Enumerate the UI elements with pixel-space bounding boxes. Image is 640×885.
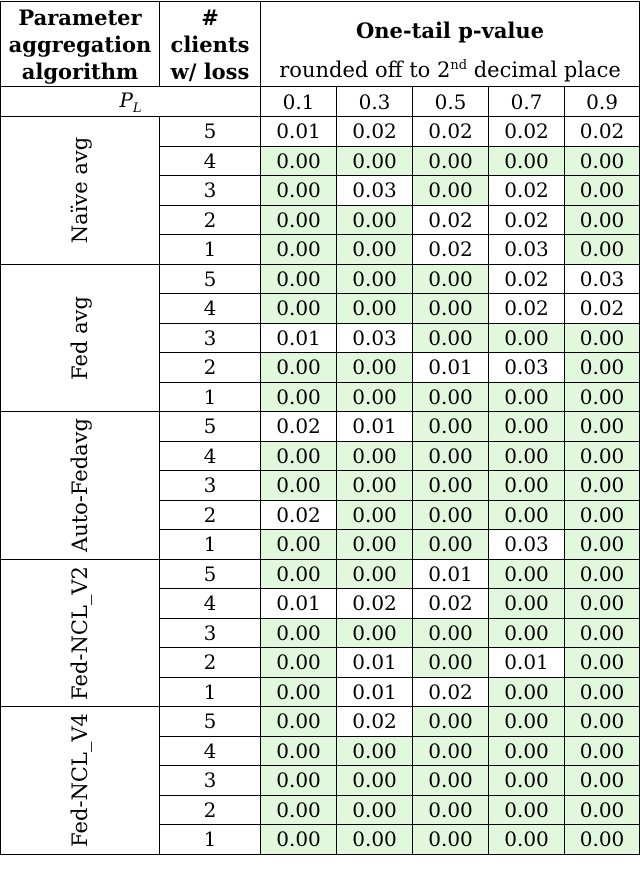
p-value-cell: 0.03 xyxy=(337,323,413,353)
p-value-cell: 0.00 xyxy=(261,559,337,589)
p-value-cell: 0.00 xyxy=(413,795,489,825)
p-value-cell: 0.00 xyxy=(565,205,640,235)
p-value-table xyxy=(0,1,640,855)
table-row xyxy=(1,412,640,442)
p-value-cell: 0.00 xyxy=(489,795,565,825)
pl-value: 0.1 xyxy=(261,87,337,117)
clients-cell: 3 xyxy=(160,176,261,206)
p-value-cell: 0.02 xyxy=(261,412,337,442)
p-value-cell: 0.00 xyxy=(337,795,413,825)
subtitle-post: decimal place xyxy=(467,58,621,82)
clients-cell: 1 xyxy=(160,825,261,855)
p-value-cell: 0.00 xyxy=(337,205,413,235)
p-value-cell: 0.00 xyxy=(413,736,489,766)
p-value-cell: 0.00 xyxy=(337,736,413,766)
p-value-cell: 0.00 xyxy=(413,412,489,442)
algorithm-column-header xyxy=(1,2,160,87)
p-value-cell: 0.00 xyxy=(489,500,565,530)
p-value-cell: 0.00 xyxy=(261,530,337,560)
p-value-cell: 0.00 xyxy=(489,766,565,796)
p-value-cell: 0.00 xyxy=(565,795,640,825)
p-value-cell: 0.00 xyxy=(489,707,565,737)
p-value-cell: 0.01 xyxy=(261,117,337,147)
algorithm-name-cell xyxy=(1,559,160,707)
p-value-cell: 0.00 xyxy=(261,825,337,855)
p-value-cell: 0.03 xyxy=(489,353,565,383)
p-value-cell: 0.00 xyxy=(565,441,640,471)
clients-cell: 5 xyxy=(160,559,261,589)
table-row xyxy=(1,117,640,147)
clients-cell: 1 xyxy=(160,530,261,560)
p-value-cell: 0.02 xyxy=(489,117,565,147)
clients-cell: 1 xyxy=(160,382,261,412)
p-value-cell: 0.00 xyxy=(565,648,640,678)
p-value-cell: 0.00 xyxy=(337,353,413,383)
p-value-cell: 0.02 xyxy=(261,500,337,530)
pl-value: 0.3 xyxy=(337,87,413,117)
algorithm-name: Fed avg xyxy=(68,295,92,380)
pl-value: 0.5 xyxy=(413,87,489,117)
p-value-cell: 0.00 xyxy=(565,530,640,560)
p-value-cell: 0.00 xyxy=(413,146,489,176)
clients-cell: 1 xyxy=(160,235,261,265)
p-value-cell: 0.00 xyxy=(413,176,489,206)
p-value-cell: 0.00 xyxy=(337,500,413,530)
p-value-cell: 0.00 xyxy=(565,707,640,737)
p-value-cell: 0.02 xyxy=(337,589,413,619)
p-value-cell: 0.00 xyxy=(489,441,565,471)
algorithm-name: Auto-Fedavg xyxy=(68,418,92,553)
subtitle-pre: rounded off to 2 xyxy=(279,58,451,82)
p-value-cell: 0.00 xyxy=(337,530,413,560)
p-value-cell: 0.00 xyxy=(413,441,489,471)
p-value-cell: 0.00 xyxy=(261,176,337,206)
p-value-cell: 0.00 xyxy=(489,559,565,589)
p-value-cell: 0.02 xyxy=(565,294,640,324)
table-row xyxy=(1,707,640,737)
clients-cell: 5 xyxy=(160,117,261,147)
table-row xyxy=(1,559,640,589)
algorithm-name-cell xyxy=(1,264,160,412)
p-value-cell: 0.00 xyxy=(565,825,640,855)
clients-cell: 5 xyxy=(160,707,261,737)
p-value-cell: 0.00 xyxy=(565,323,640,353)
p-value-cell: 0.00 xyxy=(337,146,413,176)
pl-symbol: P xyxy=(119,87,133,112)
p-value-cell: 0.00 xyxy=(565,382,640,412)
p-value-cell: 0.00 xyxy=(413,766,489,796)
p-value-cell: 0.00 xyxy=(413,500,489,530)
p-value-cell: 0.01 xyxy=(261,589,337,619)
p-value-cell: 0.00 xyxy=(337,618,413,648)
p-value-cell: 0.00 xyxy=(565,146,640,176)
clients-header-line-2: clients xyxy=(170,31,250,57)
p-value-cell: 0.00 xyxy=(337,559,413,589)
clients-cell: 2 xyxy=(160,648,261,678)
clients-cell: 3 xyxy=(160,323,261,353)
clients-cell: 2 xyxy=(160,205,261,235)
p-value-cell: 0.02 xyxy=(413,589,489,619)
p-value-cell: 0.02 xyxy=(489,205,565,235)
p-value-cell: 0.01 xyxy=(489,648,565,678)
pl-value: 0.7 xyxy=(489,87,565,117)
p-value-cell: 0.00 xyxy=(565,500,640,530)
clients-cell: 2 xyxy=(160,353,261,383)
clients-cell: 4 xyxy=(160,736,261,766)
clients-cell: 4 xyxy=(160,294,261,324)
p-value-cell: 0.02 xyxy=(565,117,640,147)
p-value-cell: 0.00 xyxy=(489,825,565,855)
clients-column-header xyxy=(160,2,261,87)
p-value-cell: 0.01 xyxy=(337,412,413,442)
p-value-cell: 0.01 xyxy=(413,353,489,383)
pvalue-title: One-tail p-value xyxy=(261,2,640,59)
p-value-cell: 0.00 xyxy=(261,205,337,235)
p-value-cell: 0.00 xyxy=(489,618,565,648)
subtitle-sup: nd xyxy=(450,58,468,73)
algorithm-name: Fed-NCL_V2 xyxy=(68,565,92,700)
algorithm-header-line-1: Parameter xyxy=(18,4,142,30)
clients-cell: 2 xyxy=(160,500,261,530)
p-value-cell: 0.00 xyxy=(413,825,489,855)
p-value-cell: 0.00 xyxy=(565,766,640,796)
p-value-cell: 0.00 xyxy=(565,736,640,766)
p-value-cell: 0.00 xyxy=(565,589,640,619)
p-value-cell: 0.02 xyxy=(489,294,565,324)
p-value-cell: 0.00 xyxy=(413,648,489,678)
clients-cell: 4 xyxy=(160,441,261,471)
p-value-cell: 0.00 xyxy=(489,677,565,707)
p-value-cell: 0.00 xyxy=(261,795,337,825)
clients-cell: 3 xyxy=(160,766,261,796)
pl-row xyxy=(1,87,640,117)
p-value-cell: 0.00 xyxy=(565,559,640,589)
algorithm-name-cell xyxy=(1,412,160,560)
p-value-cell: 0.00 xyxy=(337,235,413,265)
p-value-cell: 0.00 xyxy=(261,766,337,796)
clients-cell: 3 xyxy=(160,618,261,648)
p-value-cell: 0.00 xyxy=(489,146,565,176)
pl-label xyxy=(1,87,261,117)
clients-cell: 4 xyxy=(160,146,261,176)
p-value-cell: 0.00 xyxy=(261,471,337,501)
p-value-cell: 0.00 xyxy=(261,648,337,678)
p-value-cell: 0.00 xyxy=(413,618,489,648)
p-value-cell: 0.00 xyxy=(565,412,640,442)
table-row xyxy=(1,264,640,294)
pl-value: 0.9 xyxy=(565,87,640,117)
p-value-cell: 0.03 xyxy=(565,264,640,294)
p-value-cell: 0.00 xyxy=(337,825,413,855)
p-value-cell: 0.00 xyxy=(261,441,337,471)
p-value-cell: 0.00 xyxy=(413,323,489,353)
p-value-cell: 0.00 xyxy=(261,677,337,707)
p-value-cell: 0.02 xyxy=(413,235,489,265)
p-value-cell: 0.02 xyxy=(337,117,413,147)
p-value-cell: 0.00 xyxy=(261,382,337,412)
p-value-cell: 0.00 xyxy=(565,677,640,707)
clients-header-line-1: # xyxy=(201,4,219,30)
algorithm-name: Fed-NCL_V4 xyxy=(68,713,92,848)
p-value-cell: 0.00 xyxy=(489,412,565,442)
p-value-cell: 0.00 xyxy=(489,736,565,766)
clients-cell: 1 xyxy=(160,677,261,707)
p-value-cell: 0.03 xyxy=(489,530,565,560)
p-value-cell: 0.00 xyxy=(337,471,413,501)
pl-subscript: L xyxy=(132,100,142,116)
clients-cell: 5 xyxy=(160,412,261,442)
p-value-cell: 0.00 xyxy=(413,382,489,412)
table-body xyxy=(1,117,640,855)
algorithm-header-line-2: aggregation xyxy=(8,31,152,57)
p-value-cell: 0.00 xyxy=(261,707,337,737)
clients-cell: 5 xyxy=(160,264,261,294)
p-value-cell: 0.00 xyxy=(337,441,413,471)
pvalue-subtitle xyxy=(261,58,640,87)
p-value-cell: 0.02 xyxy=(337,707,413,737)
p-value-cell: 0.02 xyxy=(413,677,489,707)
algorithm-name-cell xyxy=(1,707,160,855)
p-value-cell: 0.00 xyxy=(261,264,337,294)
p-value-cell: 0.02 xyxy=(413,117,489,147)
p-value-cell: 0.00 xyxy=(337,766,413,796)
p-value-cell: 0.02 xyxy=(413,205,489,235)
p-value-cell: 0.00 xyxy=(337,382,413,412)
p-value-cell: 0.03 xyxy=(337,176,413,206)
p-value-cell: 0.00 xyxy=(489,382,565,412)
p-value-cell: 0.00 xyxy=(261,618,337,648)
p-value-cell: 0.00 xyxy=(413,530,489,560)
clients-cell: 2 xyxy=(160,795,261,825)
p-value-cell: 0.02 xyxy=(489,264,565,294)
p-value-cell: 0.00 xyxy=(565,618,640,648)
p-value-cell: 0.01 xyxy=(337,648,413,678)
clients-header-line-3: w/ loss xyxy=(170,58,250,84)
p-value-cell: 0.00 xyxy=(261,353,337,383)
algorithm-name: Naïve avg xyxy=(68,137,92,244)
p-value-cell: 0.00 xyxy=(413,707,489,737)
p-value-cell: 0.00 xyxy=(489,471,565,501)
p-value-cell: 0.00 xyxy=(261,235,337,265)
p-value-cell: 0.00 xyxy=(489,589,565,619)
algorithm-name-cell xyxy=(1,117,160,265)
clients-cell: 3 xyxy=(160,471,261,501)
p-value-cell: 0.02 xyxy=(489,176,565,206)
p-value-cell: 0.00 xyxy=(261,294,337,324)
p-value-cell: 0.00 xyxy=(565,353,640,383)
p-value-cell: 0.01 xyxy=(413,559,489,589)
algorithm-header-line-3: algorithm xyxy=(21,58,139,84)
p-value-cell: 0.01 xyxy=(337,677,413,707)
p-value-cell: 0.00 xyxy=(565,235,640,265)
p-value-cell: 0.00 xyxy=(413,294,489,324)
p-value-cell: 0.00 xyxy=(413,264,489,294)
p-value-cell: 0.00 xyxy=(565,176,640,206)
p-value-cell: 0.00 xyxy=(489,323,565,353)
p-value-cell: 0.00 xyxy=(337,264,413,294)
p-value-cell: 0.00 xyxy=(337,294,413,324)
clients-cell: 4 xyxy=(160,589,261,619)
p-value-cell: 0.00 xyxy=(565,471,640,501)
p-value-cell: 0.00 xyxy=(261,736,337,766)
p-value-cell: 0.03 xyxy=(489,235,565,265)
p-value-cell: 0.00 xyxy=(261,146,337,176)
p-value-cell: 0.00 xyxy=(413,471,489,501)
p-value-cell: 0.01 xyxy=(261,323,337,353)
